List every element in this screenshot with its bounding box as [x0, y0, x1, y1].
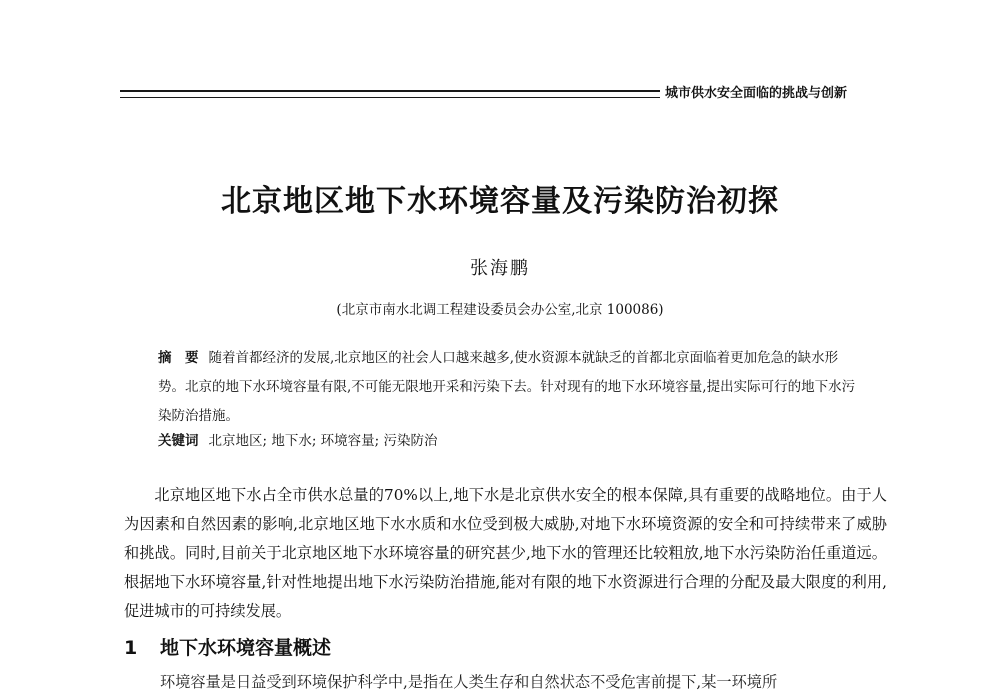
abstract-text: 随着首都经济的发展,北京地区的社会人口越来越多,使水资源本就缺乏的首都北京面临着更加危急的缺水形势。北京的地下水环境容量有限,不可能无限地开采和污染下去。针对现有的地下水环境容量,提出实际可行的地下水污染防治措施。 — [158, 350, 856, 424]
section-partial-line: 环境容量是日益受到环境保护科学中,是指在人类生存和自然状态不受危害前提下,某一环境所 — [160, 673, 778, 691]
keywords — [158, 430, 858, 452]
keywords-text: 北京地区; 地下水; 环境容量; 污染防治 — [208, 433, 438, 449]
article-title: 北京地区地下水环境容量及污染防治初探 — [221, 184, 779, 219]
running-head: 城市供水安全面临的挑战与创新 — [665, 86, 848, 101]
abstract-label: 摘 要 — [158, 350, 199, 366]
header-rule — [120, 90, 660, 98]
section-heading — [124, 633, 331, 660]
section-number: 1 — [124, 637, 138, 659]
article-affiliation: (北京市南水北调工程建设委员会办公室,北京 100086) — [336, 302, 664, 318]
intro-paragraph: 北京地区地下水占全市供水总量的70%以上,地下水是北京供水安全的根本保障,具有重要的战略地位。由于人为因素和自然因素的影响,北京地区地下水水质和水位受到极大威胁,对地下水环境资源的安全和可持续带来了威胁和挑战。同时,目前关于北京地区地下水环境容量的研究甚少,地下水的管理还比较粗放,地下水污染防治任重道远。根据地下水环境容量,针对性地提出地下水污染防治措施,能对有限的地下水资源进行合理的分配及最大限度的利用,促进城市的可持续发展。 — [124, 486, 887, 620]
keywords-label: 关键词 — [158, 433, 199, 449]
article-author: 张海鹏 — [470, 258, 530, 279]
section-title: 地下水环境容量概述 — [160, 637, 332, 659]
abstract — [158, 344, 858, 431]
